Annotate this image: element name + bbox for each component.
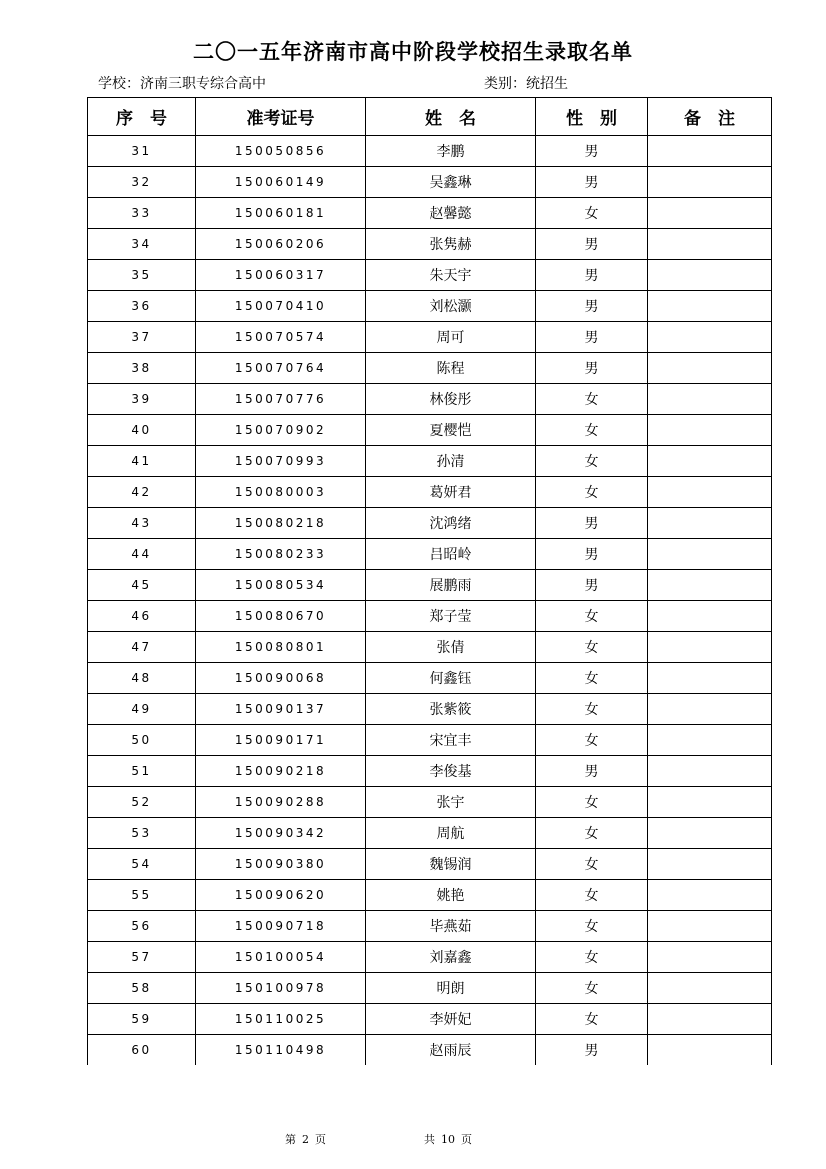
cell-name: 毕燕茹 [366,911,536,942]
cell-name: 姚艳 [366,880,536,911]
cell-exam-no: 150080233 [196,539,366,570]
cell-name: 何鑫钰 [366,663,536,694]
cell-name: 李俊基 [366,756,536,787]
cell-exam-no: 150080534 [196,570,366,601]
cell-sex: 女 [536,880,648,911]
cell-exam-no: 150070993 [196,446,366,477]
cell-sex: 女 [536,477,648,508]
admission-table [87,97,772,1065]
category-label: 类别：统招生 [484,76,568,92]
cell-sex: 男 [536,291,648,322]
cell-note [648,415,772,446]
table-row [88,849,772,880]
cell-name: 李鹏 [366,136,536,167]
cell-sex: 男 [536,1035,648,1066]
cell-sex: 男 [536,167,648,198]
cell-seq: 42 [88,477,196,508]
cell-note [648,508,772,539]
cell-seq: 35 [88,260,196,291]
cell-sex: 女 [536,384,648,415]
cell-seq: 54 [88,849,196,880]
table-header-row [88,98,772,136]
table-row [88,229,772,260]
page-num: 2 [302,1133,309,1146]
cell-sex: 男 [536,322,648,353]
cell-note [648,601,772,632]
cell-seq: 47 [88,632,196,663]
cell-seq: 32 [88,167,196,198]
cell-name: 刘嘉鑫 [366,942,536,973]
cell-note [648,291,772,322]
cell-sex: 男 [536,508,648,539]
cell-seq: 50 [88,725,196,756]
cell-name: 吴鑫琳 [366,167,536,198]
cell-seq: 38 [88,353,196,384]
table-row [88,663,772,694]
table-row [88,539,772,570]
cell-exam-no: 150090380 [196,849,366,880]
cell-name: 赵雨辰 [366,1035,536,1066]
cell-name: 明朗 [366,973,536,1004]
table-row [88,198,772,229]
cell-name: 郑子莹 [366,601,536,632]
cell-seq: 31 [88,136,196,167]
cell-exam-no: 150060149 [196,167,366,198]
table-row [88,818,772,849]
cell-name: 周航 [366,818,536,849]
table-row [88,291,772,322]
cell-note [648,787,772,818]
cell-exam-no: 150100054 [196,942,366,973]
cell-exam-no: 150090218 [196,756,366,787]
header-seq: 序 号 [88,98,196,136]
table-row [88,632,772,663]
cell-note [648,911,772,942]
header-note: 备 注 [648,98,772,136]
cell-sex: 女 [536,694,648,725]
cell-exam-no: 150070776 [196,384,366,415]
cell-seq: 57 [88,942,196,973]
cell-seq: 49 [88,694,196,725]
table-row [88,136,772,167]
cell-seq: 59 [88,1004,196,1035]
cell-exam-no: 150060206 [196,229,366,260]
cell-seq: 33 [88,198,196,229]
total-num: 10 [441,1133,455,1146]
cell-name: 朱天宇 [366,260,536,291]
cell-seq: 43 [88,508,196,539]
cell-sex: 女 [536,198,648,229]
table-row [88,942,772,973]
cell-note [648,725,772,756]
cell-note [648,384,772,415]
cell-name: 宋宜丰 [366,725,536,756]
cell-exam-no: 150090620 [196,880,366,911]
cell-sex: 男 [536,756,648,787]
cell-seq: 37 [88,322,196,353]
cell-name: 陈程 [366,353,536,384]
table-row [88,694,772,725]
cell-sex: 女 [536,911,648,942]
cell-seq: 39 [88,384,196,415]
cell-name: 张倩 [366,632,536,663]
cell-note [648,229,772,260]
cell-name: 吕昭岭 [366,539,536,570]
cell-note [648,1004,772,1035]
cell-seq: 58 [88,973,196,1004]
table-row [88,446,772,477]
cell-note [648,663,772,694]
table-row [88,477,772,508]
cell-sex: 女 [536,1004,648,1035]
cell-exam-no: 150100978 [196,973,366,1004]
table-row [88,880,772,911]
cell-exam-no: 150080801 [196,632,366,663]
cell-note [648,136,772,167]
cell-seq: 48 [88,663,196,694]
header-sex: 性 别 [536,98,648,136]
cell-name: 周可 [366,322,536,353]
cell-sex: 男 [536,229,648,260]
cell-name: 张紫筱 [366,694,536,725]
cell-name: 展鹏雨 [366,570,536,601]
cell-name: 赵馨懿 [366,198,536,229]
table-row [88,973,772,1004]
cell-note [648,477,772,508]
cell-sex: 男 [536,136,648,167]
school-label: 学校：济南三职专综合高中 [98,76,266,92]
table-row [88,787,772,818]
table-row [88,756,772,787]
cell-sex: 男 [536,260,648,291]
table-row [88,353,772,384]
cell-sex: 女 [536,415,648,446]
cell-seq: 44 [88,539,196,570]
cell-note [648,570,772,601]
cell-name: 孙清 [366,446,536,477]
cell-sex: 男 [536,353,648,384]
table-row [88,508,772,539]
cell-sex: 女 [536,818,648,849]
cell-seq: 55 [88,880,196,911]
cell-note [648,1035,772,1066]
cell-exam-no: 150090718 [196,911,366,942]
cell-exam-no: 150060317 [196,260,366,291]
cell-seq: 60 [88,1035,196,1066]
table-row [88,322,772,353]
total-suffix: 页 [461,1133,472,1146]
table-row [88,601,772,632]
cell-sex: 女 [536,446,648,477]
cell-seq: 53 [88,818,196,849]
cell-seq: 45 [88,570,196,601]
table-row [88,1035,772,1066]
cell-sex: 女 [536,632,648,663]
cell-sex: 女 [536,973,648,1004]
table-row [88,260,772,291]
cell-note [648,632,772,663]
total-pages [424,1131,472,1147]
cell-seq: 34 [88,229,196,260]
cell-exam-no: 150090171 [196,725,366,756]
cell-note [648,694,772,725]
cell-sex: 女 [536,849,648,880]
cell-name: 张隽赫 [366,229,536,260]
cell-note [648,167,772,198]
cell-exam-no: 150080003 [196,477,366,508]
cell-note [648,260,772,291]
cell-exam-no: 150090288 [196,787,366,818]
cell-name: 沈鸿绪 [366,508,536,539]
cell-exam-no: 150070764 [196,353,366,384]
total-prefix: 共 [424,1133,435,1146]
cell-exam-no: 150110025 [196,1004,366,1035]
cell-exam-no: 150050856 [196,136,366,167]
cell-exam-no: 150090342 [196,818,366,849]
cell-seq: 56 [88,911,196,942]
cell-exam-no: 150070902 [196,415,366,446]
page-prefix: 第 [285,1133,296,1146]
cell-note [648,942,772,973]
cell-exam-no: 150090137 [196,694,366,725]
cell-sex: 女 [536,942,648,973]
cell-name: 葛妍君 [366,477,536,508]
cell-sex: 女 [536,725,648,756]
table-row [88,415,772,446]
table-row [88,725,772,756]
cell-seq: 46 [88,601,196,632]
page-title: 二〇一五年济南市高中阶段学校招生录取名单 [193,40,633,64]
cell-name: 刘松灏 [366,291,536,322]
cell-exam-no: 150080670 [196,601,366,632]
cell-note [648,756,772,787]
cell-exam-no: 150060181 [196,198,366,229]
cell-sex: 男 [536,570,648,601]
cell-note [648,880,772,911]
table-row [88,911,772,942]
cell-seq: 52 [88,787,196,818]
cell-note [648,446,772,477]
cell-sex: 男 [536,539,648,570]
cell-sex: 女 [536,601,648,632]
cell-note [648,353,772,384]
cell-note [648,198,772,229]
cell-name: 张宇 [366,787,536,818]
cell-exam-no: 150070410 [196,291,366,322]
page-number [285,1131,326,1147]
cell-seq: 40 [88,415,196,446]
cell-note [648,818,772,849]
cell-name: 林俊彤 [366,384,536,415]
header-name: 姓 名 [366,98,536,136]
cell-name: 魏锡润 [366,849,536,880]
cell-note [648,973,772,1004]
cell-exam-no: 150090068 [196,663,366,694]
cell-seq: 36 [88,291,196,322]
table-row [88,570,772,601]
cell-note [648,849,772,880]
cell-exam-no: 150110498 [196,1035,366,1066]
cell-seq: 41 [88,446,196,477]
cell-note [648,539,772,570]
header-exam-no: 准考证号 [196,98,366,136]
table-row [88,1004,772,1035]
cell-name: 夏樱恺 [366,415,536,446]
page-suffix: 页 [315,1133,326,1146]
cell-note [648,322,772,353]
cell-exam-no: 150080218 [196,508,366,539]
cell-exam-no: 150070574 [196,322,366,353]
table-row [88,167,772,198]
cell-seq: 51 [88,756,196,787]
table-row [88,384,772,415]
cell-sex: 女 [536,663,648,694]
cell-sex: 女 [536,787,648,818]
cell-name: 李妍妃 [366,1004,536,1035]
